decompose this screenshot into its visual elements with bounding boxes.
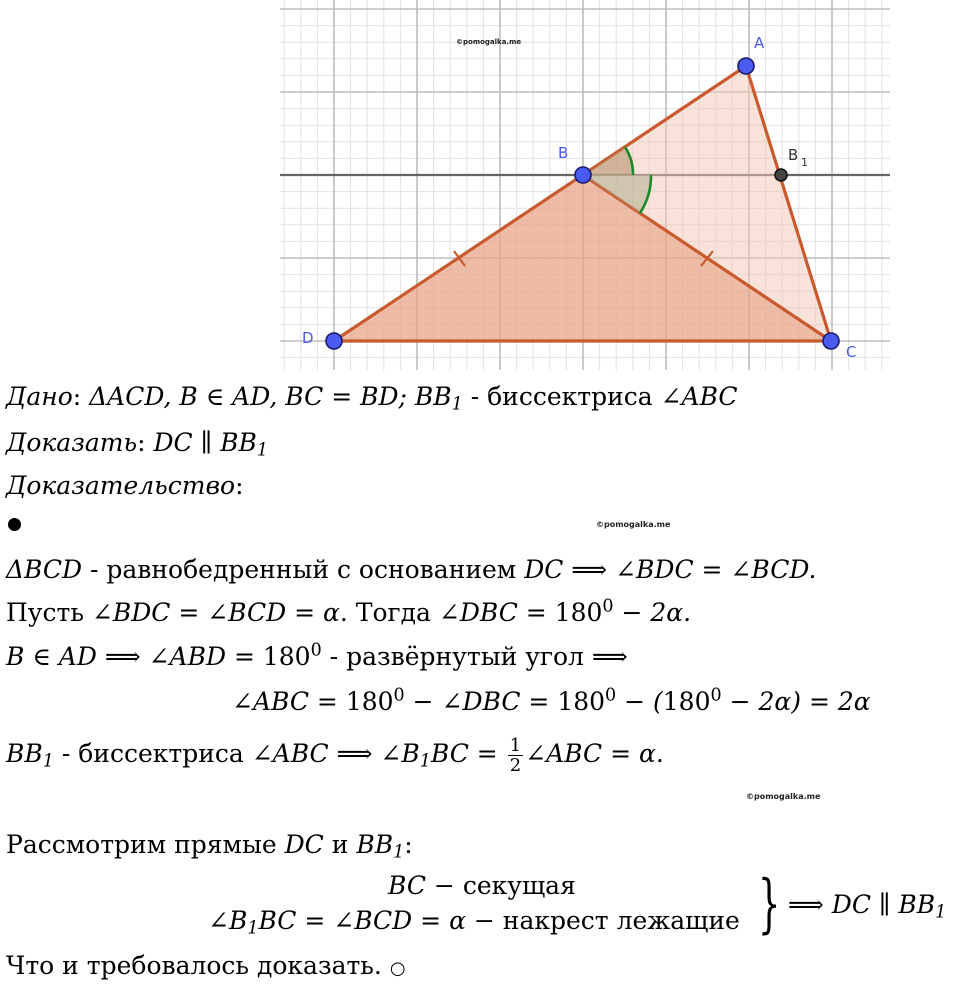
bullet-icon (8, 518, 21, 531)
watermark: ©pomogalka.me (596, 520, 671, 529)
proof-line-4: ∠ABC = $180^0$ − ∠DBC = $180^0 - (180^0 - 2\alpha) = 2\alpha$ (232, 685, 871, 716)
system-line-2: $\angle B_1BC$ = ∠BCD = α − накрест лежащие (208, 906, 740, 939)
label-b1: B (788, 146, 799, 164)
geometry-figure (280, 0, 890, 370)
point-d (326, 333, 342, 349)
system-line-1: BC − секущая (388, 871, 576, 900)
right-brace-icon: } (758, 867, 781, 941)
watermark: ©pomogalka.me (456, 38, 522, 46)
point-b1 (775, 169, 787, 181)
fraction-one-half: $\frac{1}{2}$ (509, 735, 522, 776)
system-result: ⟹ DC ∥ $BB_1$ (788, 890, 947, 923)
point-c (823, 333, 839, 349)
given-line: Дано: ΔACD, B ∈ AD, BC = BD; $BB_1$ - биссектриса ∠ABC (6, 382, 738, 415)
proof-line-6: Рассмотрим прямые DC и $BB_1$: (6, 830, 413, 863)
proof-label: Доказательство (6, 471, 236, 500)
proof-line-1: ΔBCD - равнобедренный с основанием DC ⟹ ∠BDC = ∠BCD. (6, 555, 817, 584)
proof-label-line: Доказательство: (6, 471, 244, 500)
proof-line-3: B ∈ AD ⟹ ∠ABD = $180^0$ - развёрнутый угол ⟹ (6, 640, 628, 671)
label-b1-sub: 1 (801, 156, 808, 169)
prove-label: Доказать (6, 428, 138, 457)
label-b: B (558, 144, 569, 162)
label-c: C (846, 343, 857, 361)
proof-line-5: $BB_1$ - биссектриса ∠ABC ⟹ $\angle B_1BC$ = $\frac{1}{2}$ ∠ABC = α. (6, 735, 664, 776)
proof-line-2: Пусть ∠BDC = ∠BCD = α. Тогда ∠DBC = $180^0 - 2\alpha$. (6, 596, 692, 627)
given-label: Дано (6, 382, 73, 411)
prove-math: DC ∥ BB (153, 428, 257, 457)
conclusion-line: Что и требовалось доказать. ○ (6, 951, 406, 980)
qed-icon: ○ (389, 958, 406, 979)
label-d: D (302, 329, 314, 347)
prove-line: Доказать: DC ∥ $BB_1$ (6, 428, 268, 461)
label-a: A (754, 34, 765, 52)
given-math: ΔACD, B ∈ AD, BC = BD; BB (89, 382, 452, 411)
point-a (738, 58, 754, 74)
point-b (575, 167, 591, 183)
watermark: ©pomogalka.me (746, 792, 821, 801)
